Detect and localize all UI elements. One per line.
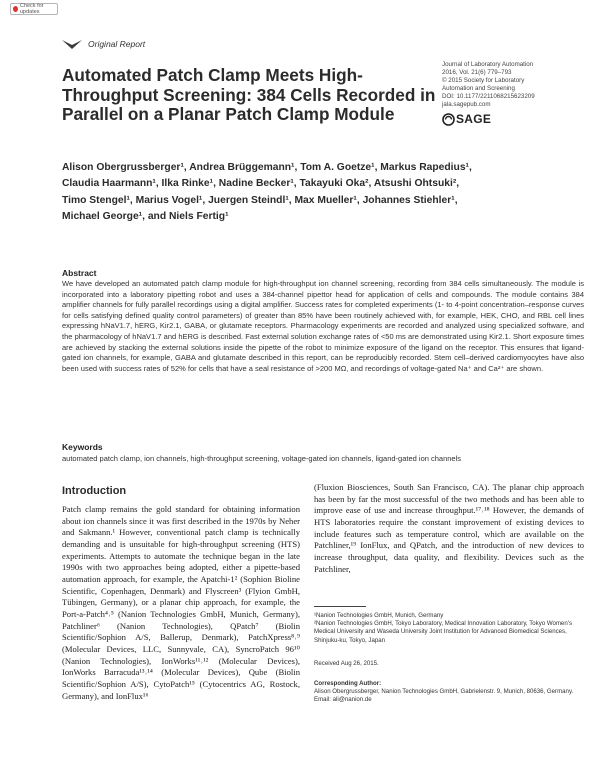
keywords-heading: Keywords: [62, 442, 103, 452]
sage-logo-icon: [442, 113, 455, 126]
journal-info: [442, 61, 582, 109]
journal-copyright-line2: Automation and Screening: [442, 85, 515, 92]
abstract-heading: Abstract: [62, 268, 97, 278]
corresponding-author: [314, 680, 584, 705]
update-icon: [13, 6, 18, 12]
journal-site[interactable]: jala.sagepub.com: [442, 101, 491, 108]
affiliation-2: ²Nanion Technologies GmbH, Tokyo Laboratory, Medical Innovation Laboratory, Tokyo Women’s Medical University and Waseda University Joint Institution for Advanced Biomedical Sciences, Shinjuku-ku, Tokyo, Japan: [314, 620, 572, 644]
sage-logo: [442, 112, 491, 126]
article-title: Automated Patch Clamp Meets High-Throughput Screening: 384 Cells Recorded in Parallel on a Planar Patch Clamp Module: [62, 65, 436, 124]
journal-volume: 2016, Vol. 21(6) 779–793: [442, 69, 512, 76]
introduction-heading: Introduction: [62, 485, 127, 497]
check-for-updates-label: Check for updates: [19, 3, 44, 15]
affiliations: [314, 612, 584, 645]
introduction-column-2: (Fluxion Biosciences, South San Francisco, CA). The planar chip approach has been by far the most successful of the two methods and has been able to improve ease of use and increase throughput.¹⁷˒¹⁸ However, the demands of HTS laboratories require the constant improvement of existing devices to include features such as temperature control, which are available on the Patchliner,¹⁹ IonFlux, and QPatch, and the introduction of new devices to increase throughput, data quality, and flexibility. Devices such as the Patchliner,: [314, 482, 584, 574]
journal-doi[interactable]: DOI: 10.1177/2211068215623209: [442, 93, 535, 100]
corresponding-author-address: Alison Obergrussberger, Nanion Technologies GmbH, Gabrielenstr. 9, Munich, 80636, Germany.: [314, 688, 574, 696]
received-date: Received Aug 26, 2015.: [314, 660, 379, 667]
keywords-text: automated patch clamp, ion channels, high-throughput screening, voltage-gated ion channels, ligand-gated ion channels: [62, 454, 462, 463]
author-list: Alison Obergrussberger¹, Andrea Brüggemann¹, Tom A. Goetze¹, Markus Rapedius¹, Claudia Haarmann¹, Ilka Rinke¹, Nadine Becker¹, Takayuki Oka², Atsushi Ohtsuki², Timo Stengel¹, Marius Vogel¹, Juergen Steindl¹, Max Mueller¹, Johannes Stiehler¹, Michael George¹, and Niels Fertig¹: [62, 162, 472, 222]
report-type: [62, 39, 145, 49]
corresponding-author-label: Corresponding Author:: [314, 680, 382, 687]
footnote-divider: [314, 606, 366, 607]
affiliation-1: ¹Nanion Technologies GmbH, Munich, Germany: [314, 612, 444, 619]
corresponding-author-email[interactable]: Email: ali@nanion.de: [314, 696, 372, 704]
sage-wordmark: SAGE: [456, 112, 492, 126]
report-type-chevron-icon: [62, 40, 82, 49]
abstract-text: We have developed an automated patch clamp module for high-throughput ion channel screening, recording from 384 cells simultaneously. The module is incorporated into a laboratory pipetting robot and uses a 384-channel pipettor head for application of cells and compounds. The module contains 384 amplifier channels for fully parallel recordings using a digital amplifier. Success rates for completed experiments (1- to 4-point concentration–response curves for cells satisfying defined quality control parameters) of greater than 85% have been routinely achieved with, for example, HEK, CHO, and RBL cell lines expressing hNaV1.7, hERG, Kir2.1, GABA, or glutamate receptors. Pharmacology experiments are recorded and analyzed using specialized software, and the pharmacology of hNaV1.7 and hERG is described. Fast external solution exchange rates of <50 ms are demonstrated using Kir2.1. Short exposure times are achieved by stacking the external solutions inside the pipette of the robot to minimize exposure of the ligand on the receptor. This ensures that ligand-gated ion channels, for example, GABA and glutamate described in this report, can be reproducibly recorded. Stem cell–derived cardiomyocytes have also been used with success rates of 52% for cells that have a seal resistance of >200 MΩ, and recordings of voltage-gated Na⁺ and Ca²⁺ are shown.: [62, 279, 584, 373]
journal-copyright: © 2015 Society for Laboratory: [442, 77, 525, 84]
journal-name: Journal of Laboratory Automation: [442, 61, 534, 68]
check-for-updates-badge[interactable]: [10, 3, 58, 15]
introduction-column-1: Patch clamp remains the gold standard for obtaining information about ion channels since it was first described in the 1970s by Neher and Sakmann.¹ However, conventional patch clamp is technically demanding and is unsuitable for high-throughput screening (HTS) experiments. Attempts to automate the technique began in the late 1990s with two approaches being adopted, either a pipette-based automation approach, for example, the Apatchi-1² (Sophion Bioline Scientific, Copenhagen, Denmark) and Flyscreen³ (Flyion GmbH, Tübingen, Germany), or a planar chip approach, for example, the Port-a-Patch⁴˒⁵ (Nanion Technologies GmbH, Munich, Germany), Patchliner⁶ (Nanion Technologies), QPatch⁷ (Biolin Scientific/Sophion A/S, Ballerup, Denmark), PatchXpress⁸˒⁹ (Molecular Devices, LLC, Sunnyvale, CA), SyncroPatch 96¹⁰ (Nanion Technologies), IonWorks¹¹˒¹² (Molecular Devices), IonWorks Barracuda¹³˒¹⁴ (Molecular Devices), Qube (Biolin Scientific/Sophion A/S), CytoPatch¹⁵ (Cytocentrics AG, Rostock, Germany), and IonFlux¹⁶: [62, 504, 300, 701]
report-type-label: Original Report: [88, 39, 146, 49]
